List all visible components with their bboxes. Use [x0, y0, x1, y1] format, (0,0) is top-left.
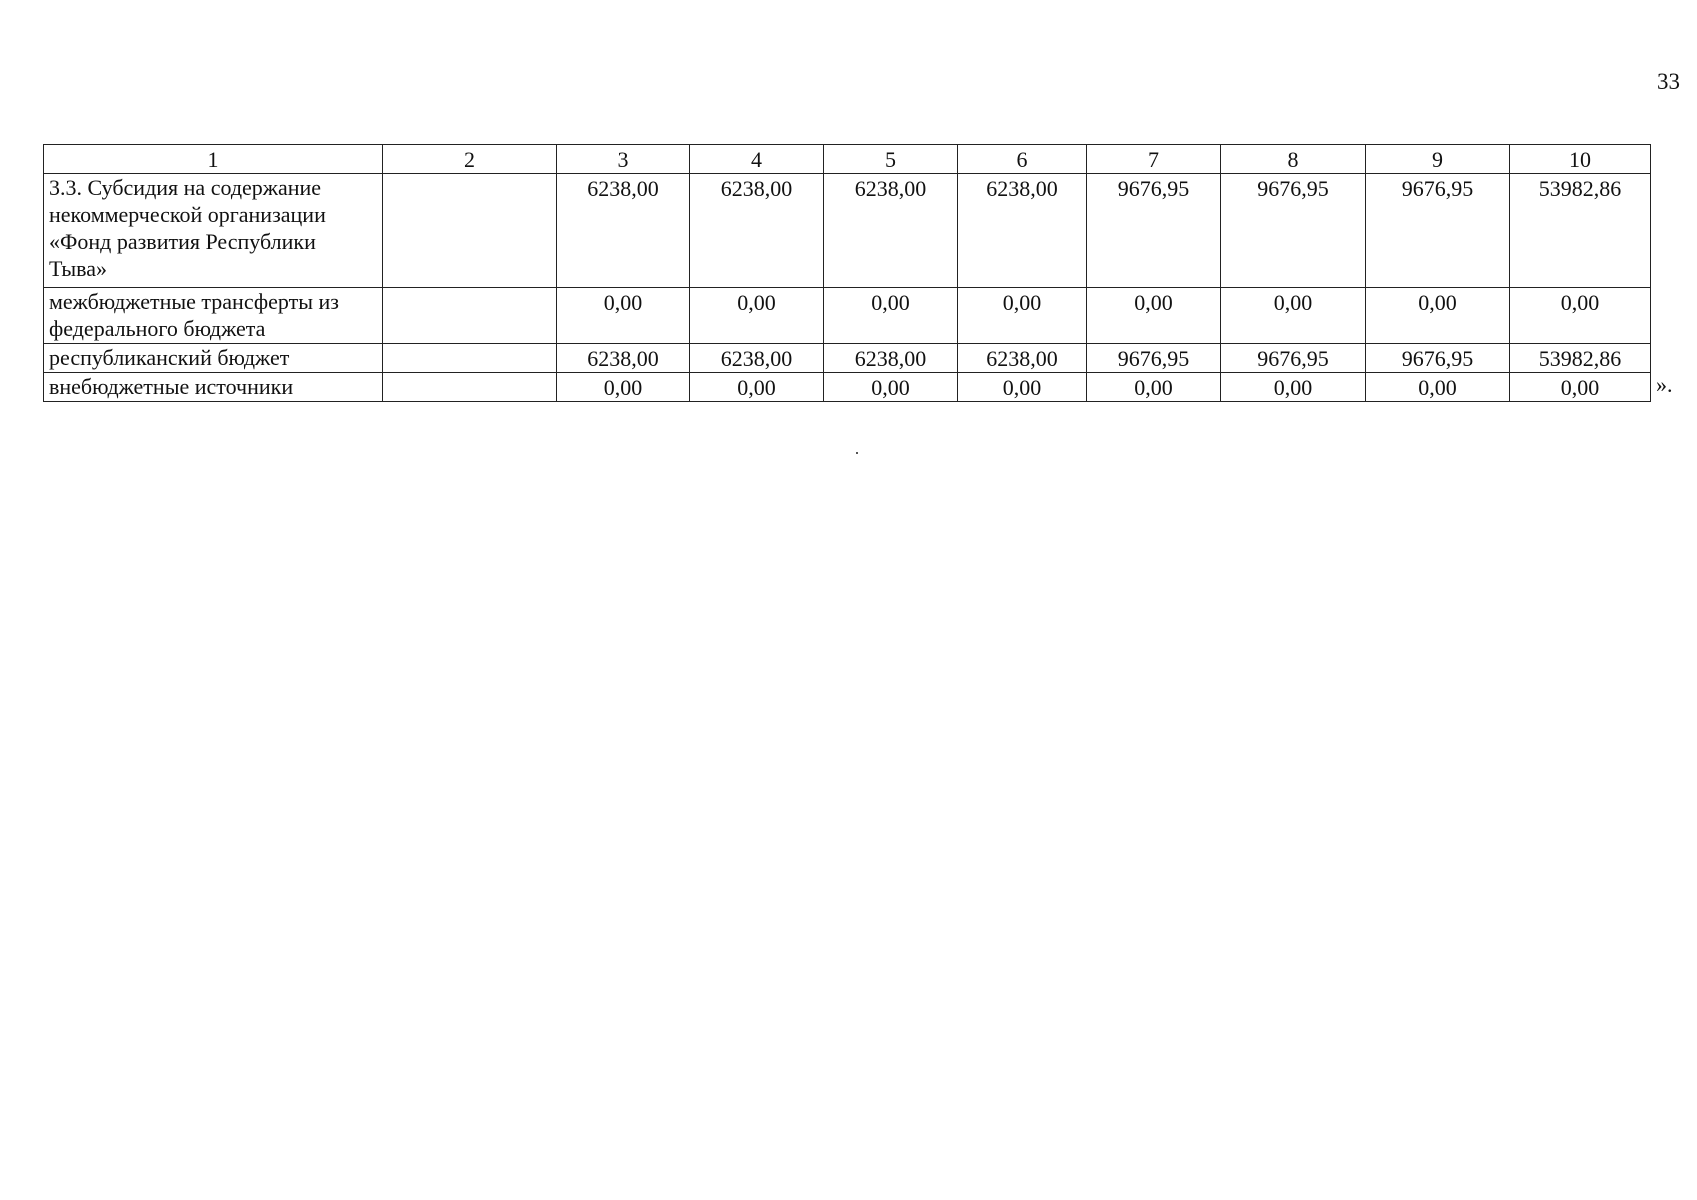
table-cell [383, 344, 557, 373]
column-header: 6 [958, 145, 1087, 174]
table-cell: 6238,00 [958, 174, 1087, 288]
budget-table [43, 144, 1651, 402]
table-cell: 0,00 [1087, 373, 1221, 402]
closing-quote-mark: ». [1656, 372, 1673, 397]
table-cell: 0,00 [1366, 288, 1510, 344]
table-row [44, 174, 1651, 288]
page-number: 33 [1657, 69, 1680, 94]
row-label: 3.3. Субсидия на содержание некоммерческой организации «Фонд развития Республики Тыва» [44, 174, 383, 288]
column-header: 9 [1366, 145, 1510, 174]
table-cell: 0,00 [1087, 288, 1221, 344]
column-header: 1 [44, 145, 383, 174]
table-cell: 0,00 [958, 373, 1087, 402]
table-cell: 6238,00 [557, 344, 690, 373]
row-label: внебюджетные источники [44, 373, 383, 402]
table-header-row [44, 145, 1651, 174]
column-header: 2 [383, 145, 557, 174]
column-header: 4 [690, 145, 824, 174]
table-cell: 0,00 [557, 373, 690, 402]
table-cell: 6238,00 [557, 174, 690, 288]
table-cell: 0,00 [690, 373, 824, 402]
table-cell: 9676,95 [1087, 174, 1221, 288]
table-cell: 9676,95 [1221, 174, 1366, 288]
table-row [44, 344, 1651, 373]
table-cell [383, 373, 557, 402]
column-header: 3 [557, 145, 690, 174]
table-cell: 9676,95 [1366, 174, 1510, 288]
table-cell: 9676,95 [1366, 344, 1510, 373]
table-cell: 0,00 [1221, 373, 1366, 402]
table-cell: 6238,00 [824, 344, 958, 373]
column-header: 8 [1221, 145, 1366, 174]
table-cell: 0,00 [557, 288, 690, 344]
table-cell [383, 288, 557, 344]
table-cell [383, 174, 557, 288]
table-row [44, 288, 1651, 344]
scan-speck [856, 452, 858, 454]
table-cell: 6238,00 [824, 174, 958, 288]
row-label: межбюджетные трансферты из федерального бюджета [44, 288, 383, 344]
table-cell: 6238,00 [958, 344, 1087, 373]
table-cell: 0,00 [824, 288, 958, 344]
table-cell: 0,00 [690, 288, 824, 344]
column-header: 7 [1087, 145, 1221, 174]
table-cell: 53982,86 [1510, 344, 1651, 373]
table-cell: 0,00 [958, 288, 1087, 344]
column-header: 5 [824, 145, 958, 174]
table-cell: 6238,00 [690, 174, 824, 288]
column-header: 10 [1510, 145, 1651, 174]
table-cell: 0,00 [1510, 373, 1651, 402]
table-cell: 6238,00 [690, 344, 824, 373]
table-cell: 0,00 [824, 373, 958, 402]
table-row [44, 373, 1651, 402]
row-label: республиканский бюджет [44, 344, 383, 373]
table-cell: 0,00 [1510, 288, 1651, 344]
table-cell: 0,00 [1221, 288, 1366, 344]
table-cell: 9676,95 [1087, 344, 1221, 373]
table-cell: 0,00 [1366, 373, 1510, 402]
table-cell: 53982,86 [1510, 174, 1651, 288]
table-cell: 9676,95 [1221, 344, 1366, 373]
